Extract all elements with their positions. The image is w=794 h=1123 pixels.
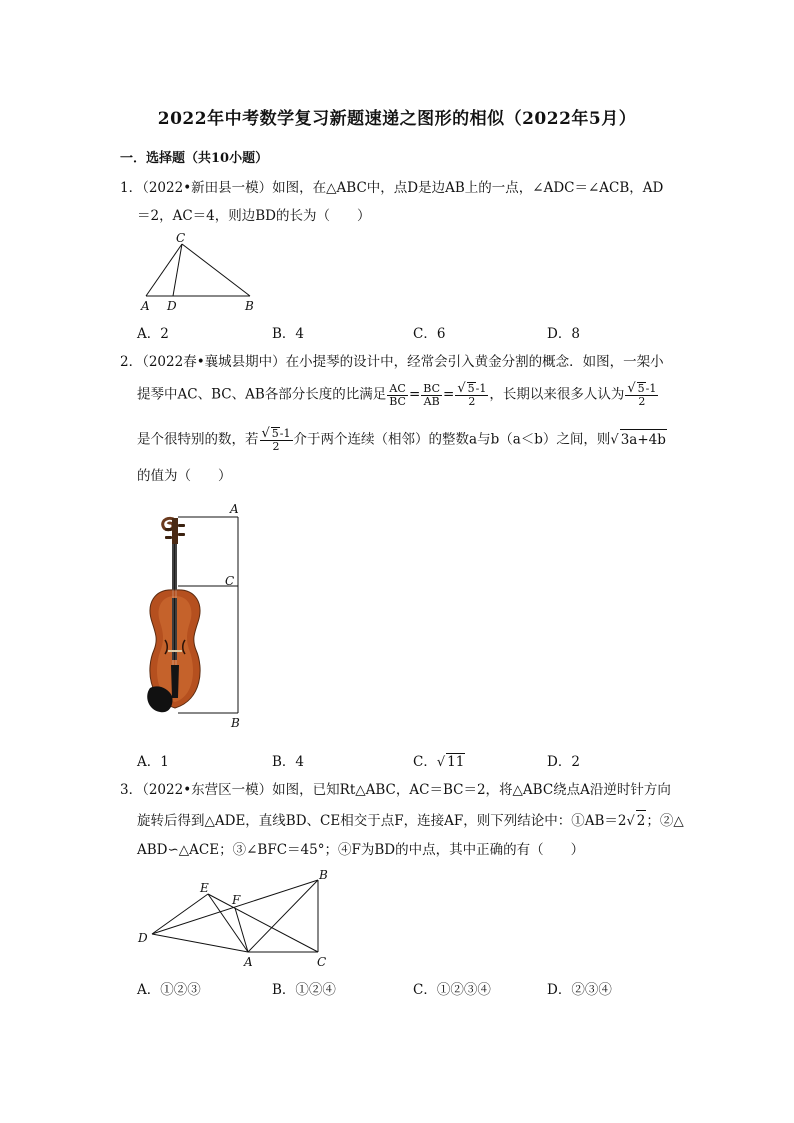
- q1-label-c: C: [176, 231, 186, 245]
- q1-option-b[interactable]: B．4: [272, 326, 305, 342]
- q3-label-e: E: [200, 881, 209, 895]
- violin-illustration: [147, 518, 200, 712]
- q2-stem-line1: 2．（2022春•襄城县期中）在小提琴的设计中，经常会引入黄金分割的概念．如图，一架小: [120, 354, 664, 370]
- q1-label-b: B: [245, 299, 254, 313]
- q2-option-d[interactable]: D．2: [547, 754, 580, 770]
- q3-stem-line3: ABD∽△ACE；③∠BFC＝45°；④F为BD的中点，其中正确的有（ ）: [137, 842, 585, 858]
- q1-option-a[interactable]: A．2: [137, 326, 169, 342]
- q2-fraction-golden-3: $\frac{√ 5-1}{2}$: [261, 426, 291, 453]
- q1-side-cb: [182, 244, 250, 296]
- q2-option-a[interactable]: A．1: [137, 754, 169, 770]
- q3-rotation-figure: [130, 866, 340, 971]
- q3-label-f: F: [232, 893, 241, 907]
- q2-stem-line3: 是个很特别的数，若 $\frac{√ 5-1}{2}$ 介于两个连续（相邻）的整数a与b（a＜b）之间，则√ 3a+4b: [137, 426, 666, 453]
- q2-stem-line2: 提琴中AC、BC、AB各部分长度的比满足 $\frac{AC}{BC}$ = $\frac{BC}{AB}$ = $\frac{√ 5-1}{2}$ ，长期以来很多人认为 $\frac{√ 5-1}{2}$: [137, 381, 657, 408]
- q2-radical-3a4b: 3a+4b: [620, 429, 667, 450]
- page-title: 2022年中考数学复习新题速递之图形的相似（2022年5月）: [157, 109, 637, 129]
- q1-option-c[interactable]: C．6: [413, 326, 446, 342]
- q1-stem-line1: 1．（2022•新田县一模）如图，在△ABC中，点D是边AB上的一点，∠ADC＝∠ACB，AD: [120, 180, 664, 196]
- q2-label-b: B: [231, 716, 240, 730]
- q3-label-b: B: [319, 868, 328, 882]
- q2-violin-figure: [138, 500, 258, 735]
- q3-stem-line2: 旋转后得到△ADE，直线BD、CE相交于点F，连接AF，则下列结论中：①AB＝2√ 2；②△: [137, 810, 684, 832]
- q3-option-b[interactable]: B．①②④: [272, 982, 336, 998]
- q2-fraction-ac-bc: $\frac{AC}{BC}$: [389, 381, 406, 408]
- section-heading: 一．选择题（共10小题）: [120, 151, 269, 166]
- q2-text-ratio-intro: 提琴中AC、BC、AB各部分长度的比满足: [137, 386, 387, 403]
- q2-option-c-radical: 11: [447, 754, 465, 770]
- q1-label-d: D: [167, 299, 177, 313]
- q1-option-d[interactable]: D．8: [547, 326, 580, 342]
- q3-radical-2: 2: [636, 810, 647, 831]
- q2-fraction-golden-1: $\frac{√ 5-1}{2}$: [457, 381, 487, 408]
- q3-option-a[interactable]: A．①②③: [137, 982, 201, 998]
- q1-segment-cd: [173, 244, 182, 296]
- q3-option-c[interactable]: C．①②③④: [413, 982, 491, 998]
- q1-side-ac: [146, 244, 182, 296]
- q3-option-d[interactable]: D．②③④: [547, 982, 612, 998]
- q3-label-c: C: [317, 955, 327, 969]
- q1-stem-line2: ＝2，AC＝4，则边BD的长为（ ）: [137, 208, 371, 224]
- q3-label-d: D: [138, 931, 148, 945]
- q2-fraction-golden-2: $\frac{√ 5-1}{2}$: [627, 381, 657, 408]
- q2-option-c[interactable]: C．√ 11: [413, 754, 465, 770]
- q2-label-c: C: [225, 574, 235, 588]
- q2-option-b[interactable]: B．4: [272, 754, 305, 770]
- q2-fraction-bc-ab: $\frac{BC}{AB}$: [423, 381, 440, 408]
- q1-triangle-figure: [130, 230, 270, 315]
- q2-label-a: A: [230, 502, 239, 516]
- q1-label-a: A: [141, 299, 150, 313]
- q3-label-a: A: [244, 955, 253, 969]
- q3-stem-line1: 3．（2022•东营区一模）如图，已知Rt△ABC，AC＝BC＝2，将△ABC绕点A沿逆时针方向: [120, 782, 671, 798]
- q2-stem-line4: 的值为（ ）: [137, 468, 232, 484]
